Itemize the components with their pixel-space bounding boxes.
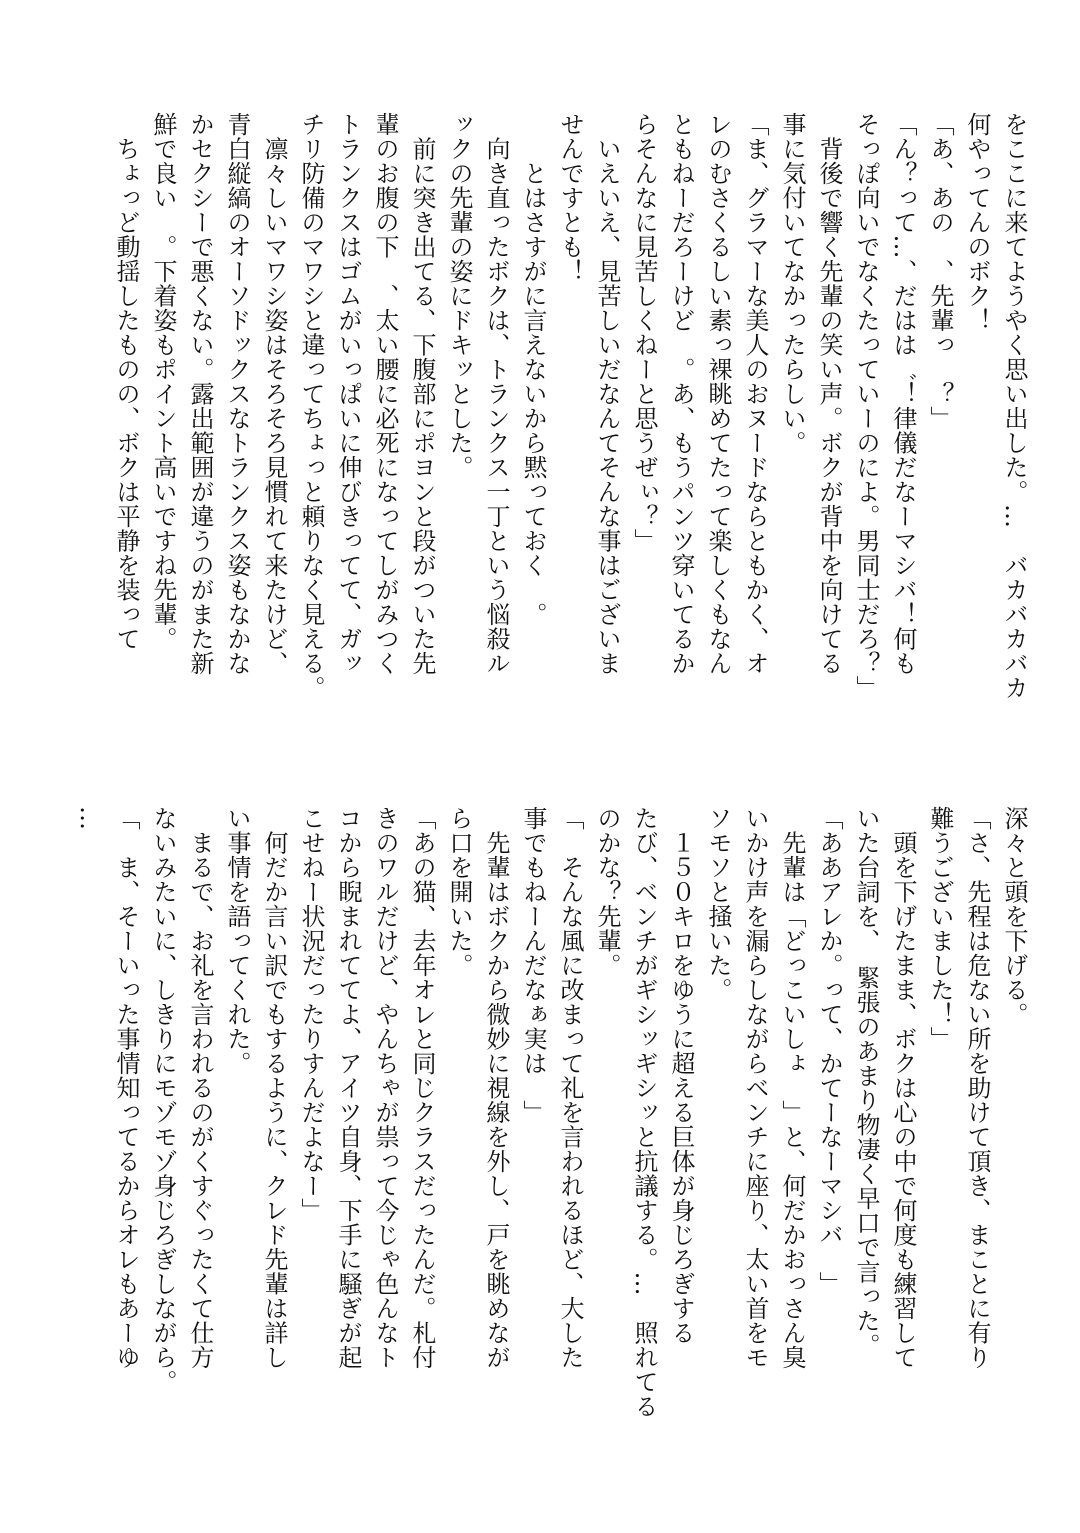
text-column: 先輩は「どっこいしょ 」と、何だかおっさん臭 bbox=[778, 806, 806, 1370]
text-column: ら口を開いた。 bbox=[445, 806, 473, 978]
text-column: こせねー状況だったりすんだよなー」 bbox=[297, 806, 325, 1223]
text-column: らそんなに見苦しくねーと思うぜぃ？」 bbox=[630, 112, 658, 553]
text-column: ックの先輩の姿にドキッとした。 bbox=[445, 112, 473, 480]
text-column: 輩のお腹の下 、太い腰に必死になってしがみつく bbox=[371, 112, 399, 676]
text-column: 「 そんな風に改まって礼を言われるほど、大した bbox=[556, 806, 584, 1370]
text-column: そっぽ向いでなくたっていーのによ。男同士だろ？」 bbox=[852, 112, 880, 700]
text-column: かセクシーで悪くない。露出範囲が違うのがまた新 bbox=[186, 112, 214, 676]
text-column: コから睨まれててよ、アイツ自身、下手に騒ぎが起 bbox=[334, 806, 362, 1370]
text-column: 背後で響く先輩の笑い声。ボクが背中を向けてる bbox=[815, 112, 843, 676]
text-column: いかけ声を漏らしながらベンチに座り、太い首をモ bbox=[741, 806, 769, 1370]
text-column: ともねーだろーけど 。あ、もうパンツ穿いてるか bbox=[667, 112, 695, 676]
text-column: 鮮で良い 。下着姿もポイント高いですね先輩。 bbox=[149, 112, 177, 651]
text-column: 「ん？って…、だはは゛！律儀だなーマシバ！何も bbox=[889, 112, 917, 676]
text-column: い事情を語ってくれた。 bbox=[223, 806, 251, 1076]
text-column: とはさすがに言えないから黙っておく 。 bbox=[519, 112, 547, 627]
text-block-top bbox=[0, 112, 1080, 712]
text-column: 「 ま、そーいった事情知ってるからオレもあーゆ bbox=[112, 806, 140, 1370]
text-column: １５０キロをゆうに超える巨体が身じろぎする bbox=[667, 806, 695, 1345]
text-column: 「あ、あの 、先輩っ ？」 bbox=[926, 112, 954, 431]
text-column: 「ま、グラマーな美人のおヌードならともかく、オ bbox=[741, 112, 769, 676]
text-column: のかな？先輩。 bbox=[593, 806, 621, 978]
text-column: 難うございました！」 bbox=[926, 806, 954, 1051]
text-column: 青白縦縞のオーソドックスなトランクス姿もなかな bbox=[223, 112, 251, 676]
text-column: いた台詞を、 緊張のあまり物凄く早口で言った。 bbox=[852, 806, 880, 1358]
text-column: 先輩はボクから微妙に視線を外し、戸を眺めなが bbox=[482, 806, 510, 1370]
text-column: 深々と頭を下げる。 bbox=[1000, 806, 1028, 1027]
text-column: ソモソと掻いた。 bbox=[704, 806, 732, 1002]
text-column: 何だか言い訳でもするように、クレド先輩は詳し bbox=[260, 806, 288, 1370]
text-column: いえいえ、見苦しいだなんてそんな事はございま bbox=[593, 112, 621, 676]
text-column: 「あの猫、去年オレと同じクラスだったんだ。札付 bbox=[408, 806, 436, 1370]
text-column: レのむさくるしい素っ裸眺めてたって楽しくもなん bbox=[704, 112, 732, 676]
text-column: せんですとも！ bbox=[556, 112, 584, 284]
text-column: ないみたいに、しきりにモゾモゾ身じろぎしながら。 bbox=[149, 806, 177, 1394]
text-column: 頭を下げたまま、ボクは心の中で何度も練習して bbox=[889, 806, 917, 1370]
text-column: 「さ、先程は危ない所を助けて頂き、まことに有り bbox=[963, 806, 991, 1370]
text-column: … bbox=[75, 806, 103, 831]
text-block-bottom bbox=[0, 806, 1080, 1419]
text-column: 前に突き出てる、下腹部にポヨンと段がついた先 bbox=[408, 112, 436, 676]
text-column: トランクスはゴムがいっぱいに伸びきってて、ガッ bbox=[334, 112, 362, 676]
text-column: チリ防備のマワシと違ってちょっと頼りなく見える。 bbox=[297, 112, 325, 700]
text-column: まるで、お礼を言われるのがくすぐったくて仕方 bbox=[186, 806, 214, 1370]
text-column: 事でもねーんだなぁ実は 」 bbox=[519, 806, 547, 1125]
text-column: ちょっど動揺したものの、ボクは平静を装って bbox=[112, 112, 140, 651]
text-column: 凛々しいマワシ姿はそろそろ見慣れて来たけど、 bbox=[260, 112, 288, 676]
text-column: 向き直ったボクは、トランクス一丁という悩殺ル bbox=[482, 112, 510, 676]
text-column: 「ああアレか。って、かてーなーマシバ 」 bbox=[815, 806, 843, 1296]
text-column: 何やってんのボク！ bbox=[963, 112, 991, 333]
text-column: きのワルだけど、やんちゃが祟って今じゃ色んなト bbox=[371, 806, 399, 1370]
text-column: をここに来てようやく思い出した。… バカバカバカ bbox=[1000, 112, 1028, 700]
text-column: 事に気付いてなかったらしい。 bbox=[778, 112, 806, 455]
text-column: たび、ベンチがギシッギシッと抗議する。… 照れてる bbox=[630, 806, 658, 1419]
